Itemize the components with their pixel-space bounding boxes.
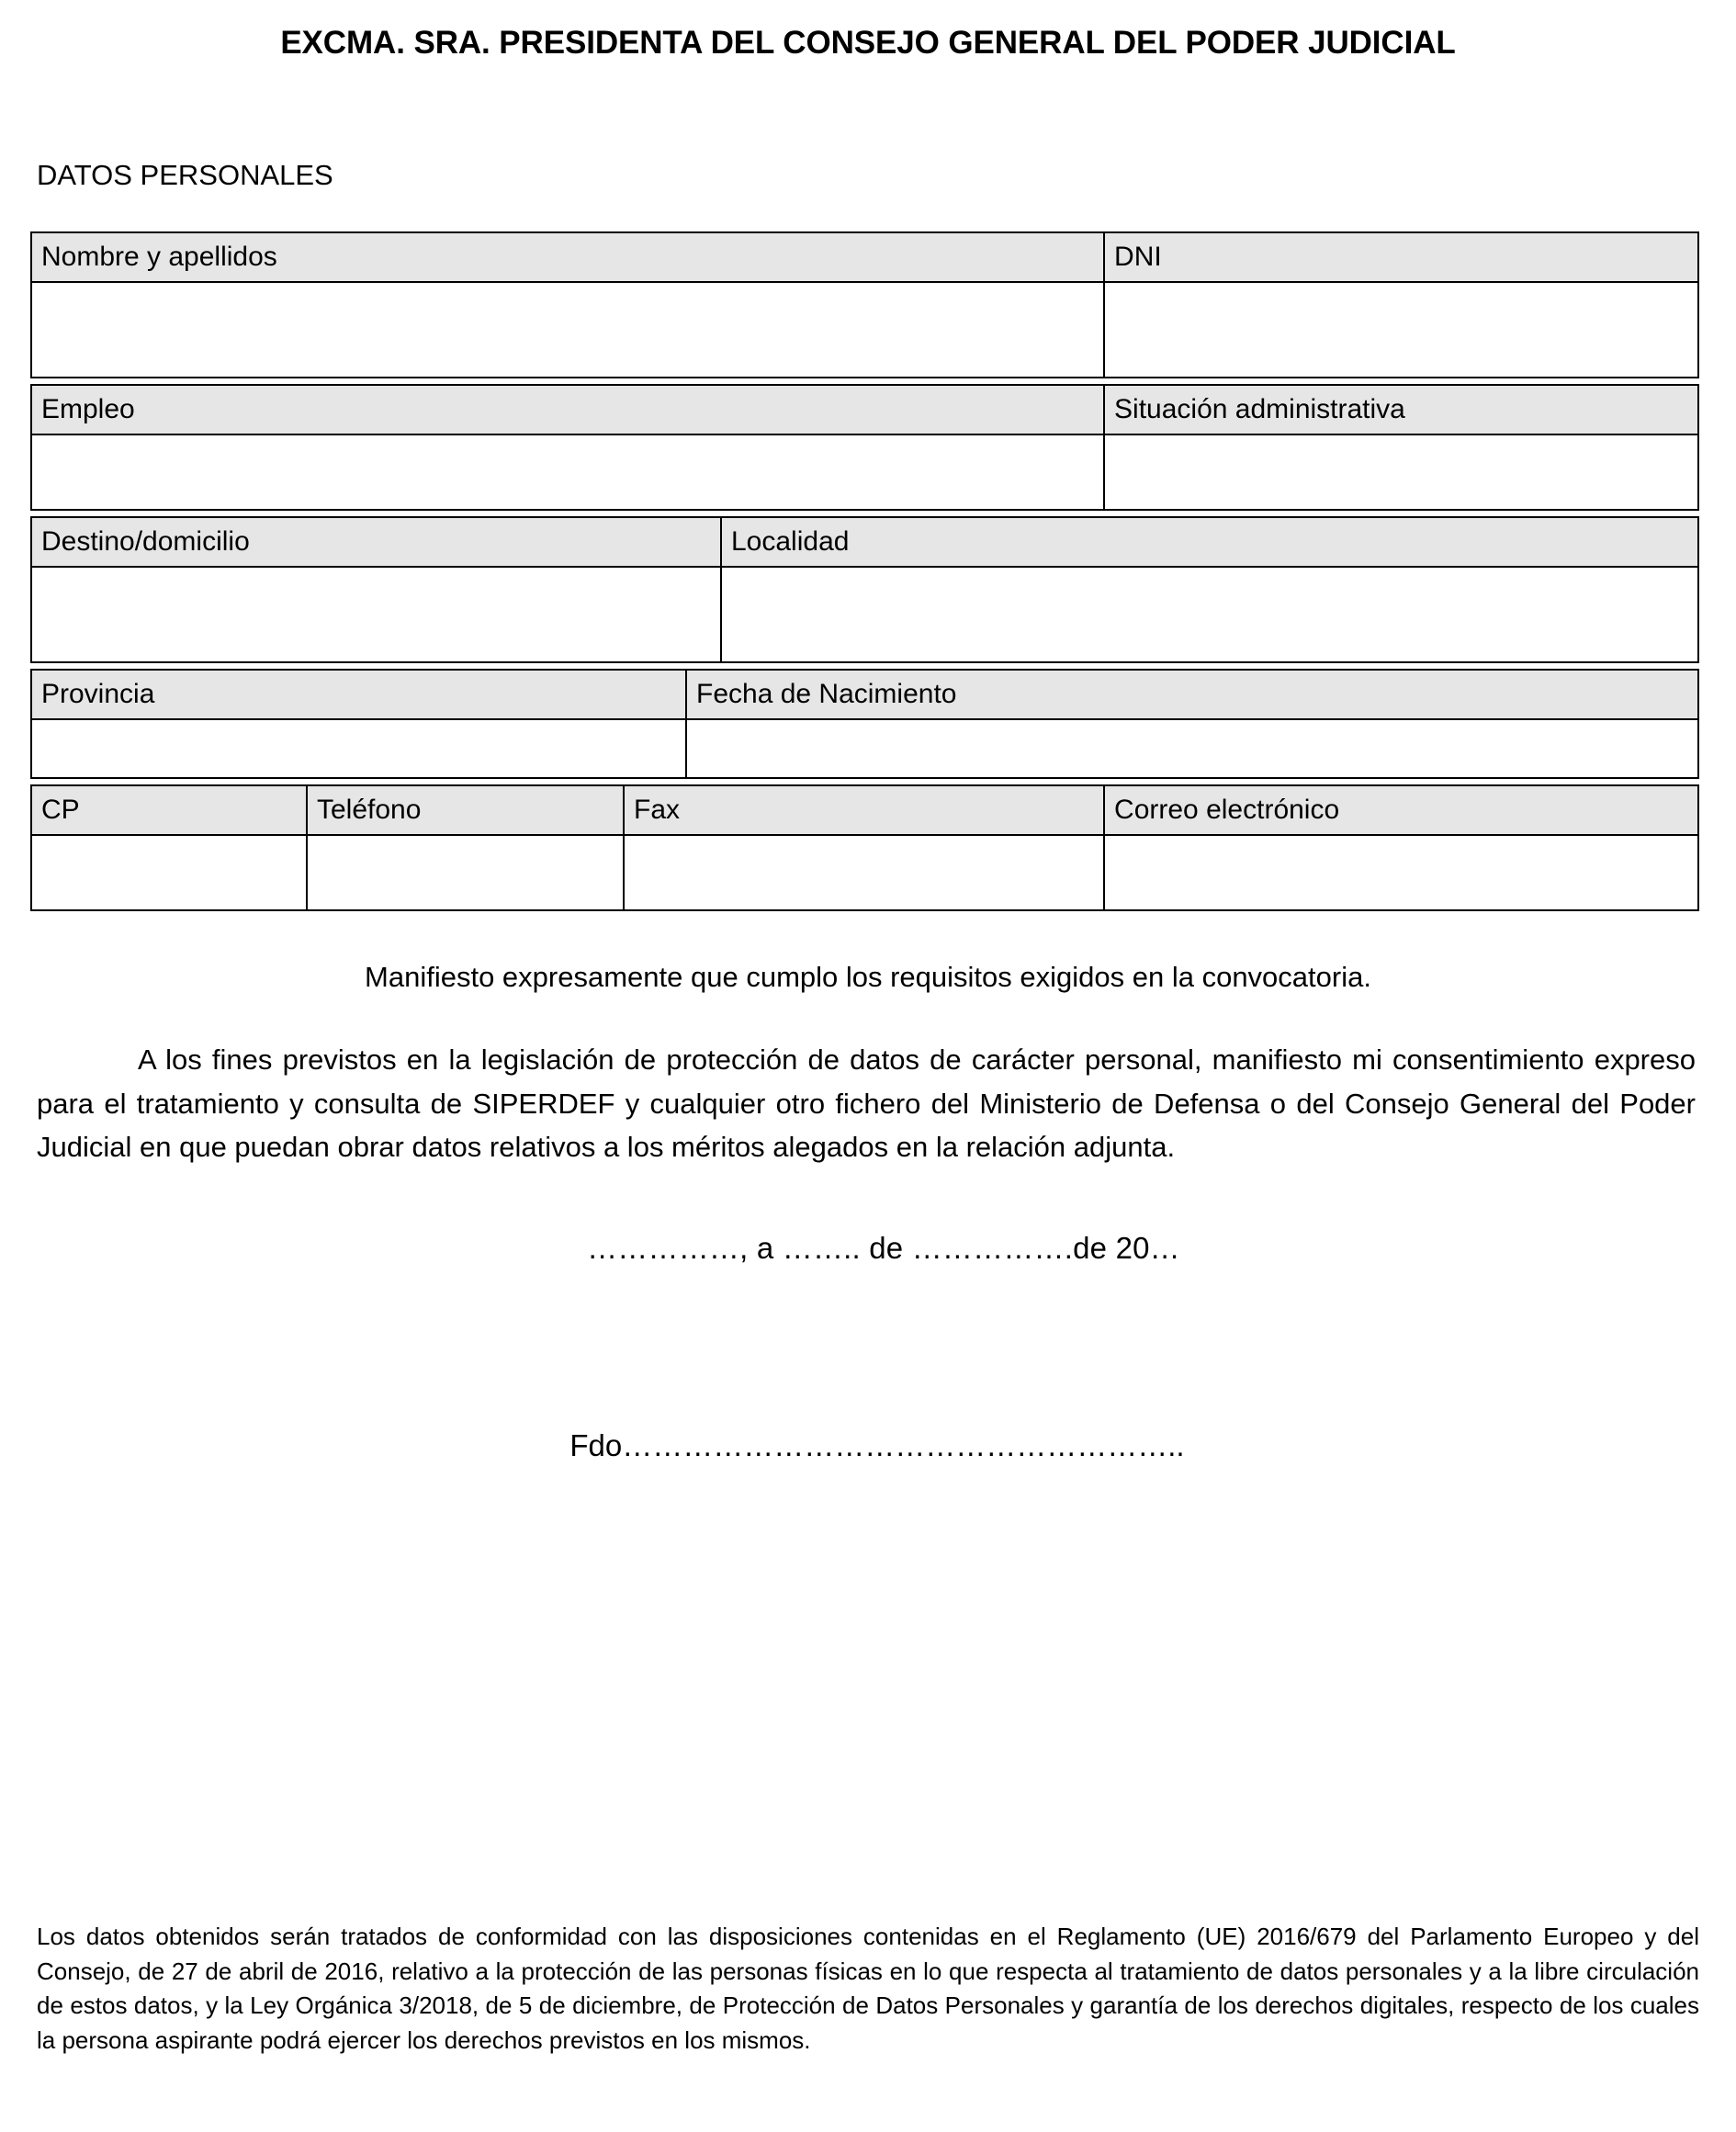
table-row-nombre-header — [31, 232, 1698, 282]
field-label-correo-electronico: Correo electrónico — [1104, 785, 1698, 835]
input-telefono[interactable] — [307, 835, 624, 910]
input-fecha-de-nacimiento[interactable] — [686, 719, 1698, 778]
table-spacer — [31, 778, 1698, 785]
input-nombre-y-apellidos[interactable] — [31, 282, 1104, 378]
consent-paragraph: A los fines previstos en la legislación de protección de datos de carácter personal, manifiesto mi consentimiento expreso para el tratamiento y consulta de SIPERDEF y cualquier otro fichero del Ministerio de Defensa o del Consejo General del Poder Judicial en que puedan obrar datos relativos a los méritos alegados en la relación adjunta. — [37, 1043, 1696, 1163]
table-spacer-cell — [31, 510, 1698, 517]
table-spacer — [31, 662, 1698, 670]
table-spacer-cell — [31, 662, 1698, 670]
input-correo-electronico[interactable] — [1104, 835, 1698, 910]
section-heading-datos-personales: DATOS PERSONALES — [37, 159, 333, 191]
input-destino-domicilio[interactable] — [31, 567, 721, 662]
field-label-nombre-y-apellidos: Nombre y apellidos — [31, 232, 1104, 282]
table-row-destino-header — [31, 517, 1698, 567]
field-label-empleo: Empleo — [31, 385, 1104, 434]
date-placeholder-line: ……………, a …….. de …………….de 20… — [587, 1230, 1180, 1265]
field-label-telefono: Teléfono — [307, 785, 624, 835]
signature-placeholder-line: Fdo……………………………………………….. — [569, 1427, 1185, 1462]
input-cp[interactable] — [31, 835, 307, 910]
table-row-provincia-value — [31, 719, 1698, 778]
field-label-cp: CP — [31, 785, 307, 835]
table-row-contacto-value — [31, 835, 1698, 910]
table-spacer — [31, 510, 1698, 517]
input-empleo[interactable] — [31, 434, 1104, 510]
table-row-provincia-header — [31, 670, 1698, 719]
input-provincia[interactable] — [31, 719, 686, 778]
input-dni[interactable] — [1104, 282, 1698, 378]
statement-paragraph: Manifiesto expresamente que cumplo los requisitos exigidos en la convocatoria. — [365, 961, 1371, 994]
data-protection-footnote: Los datos obtenidos serán tratados de conformidad con las disposiciones contenidas en el Reglamento (UE) 2016/679 del Parlamento Europeo y del Consejo, de 27 de abril de 2016, relativo a la protección de las personas físicas en lo que respecta al tratamiento de datos personales y a la libre circulación de estos datos, y la Ley Orgánica 3/2018, de 5 de diciembre, de Protección de Datos Personales y garantía de los derechos digitales, respecto de los cuales la persona aspirante podrá ejercer los derechos previstos en los mismos. — [37, 1923, 1699, 2055]
field-label-fecha-de-nacimiento: Fecha de Nacimiento — [686, 670, 1698, 719]
page-title: EXCMA. SRA. PRESIDENTA DEL CONSEJO GENERAL DEL PODER JUDICIAL — [280, 25, 1456, 61]
table-spacer-cell — [31, 378, 1698, 385]
personal-data-form-table — [30, 231, 1699, 911]
table-row-empleo-value — [31, 434, 1698, 510]
table-row-empleo-header — [31, 385, 1698, 434]
field-label-situacion-administrativa: Situación administrativa — [1104, 385, 1698, 434]
field-label-dni: DNI — [1104, 232, 1698, 282]
table-row-destino-value — [31, 567, 1698, 662]
input-localidad[interactable] — [721, 567, 1698, 662]
field-label-destino-domicilio: Destino/domicilio — [31, 517, 721, 567]
field-label-fax: Fax — [624, 785, 1104, 835]
table-row-nombre-value — [31, 282, 1698, 378]
table-row-contacto-header — [31, 785, 1698, 835]
field-label-localidad: Localidad — [721, 517, 1698, 567]
input-fax[interactable] — [624, 835, 1104, 910]
table-spacer-cell — [31, 778, 1698, 785]
field-label-provincia: Provincia — [31, 670, 686, 719]
table-spacer — [31, 378, 1698, 385]
input-situacion-administrativa[interactable] — [1104, 434, 1698, 510]
